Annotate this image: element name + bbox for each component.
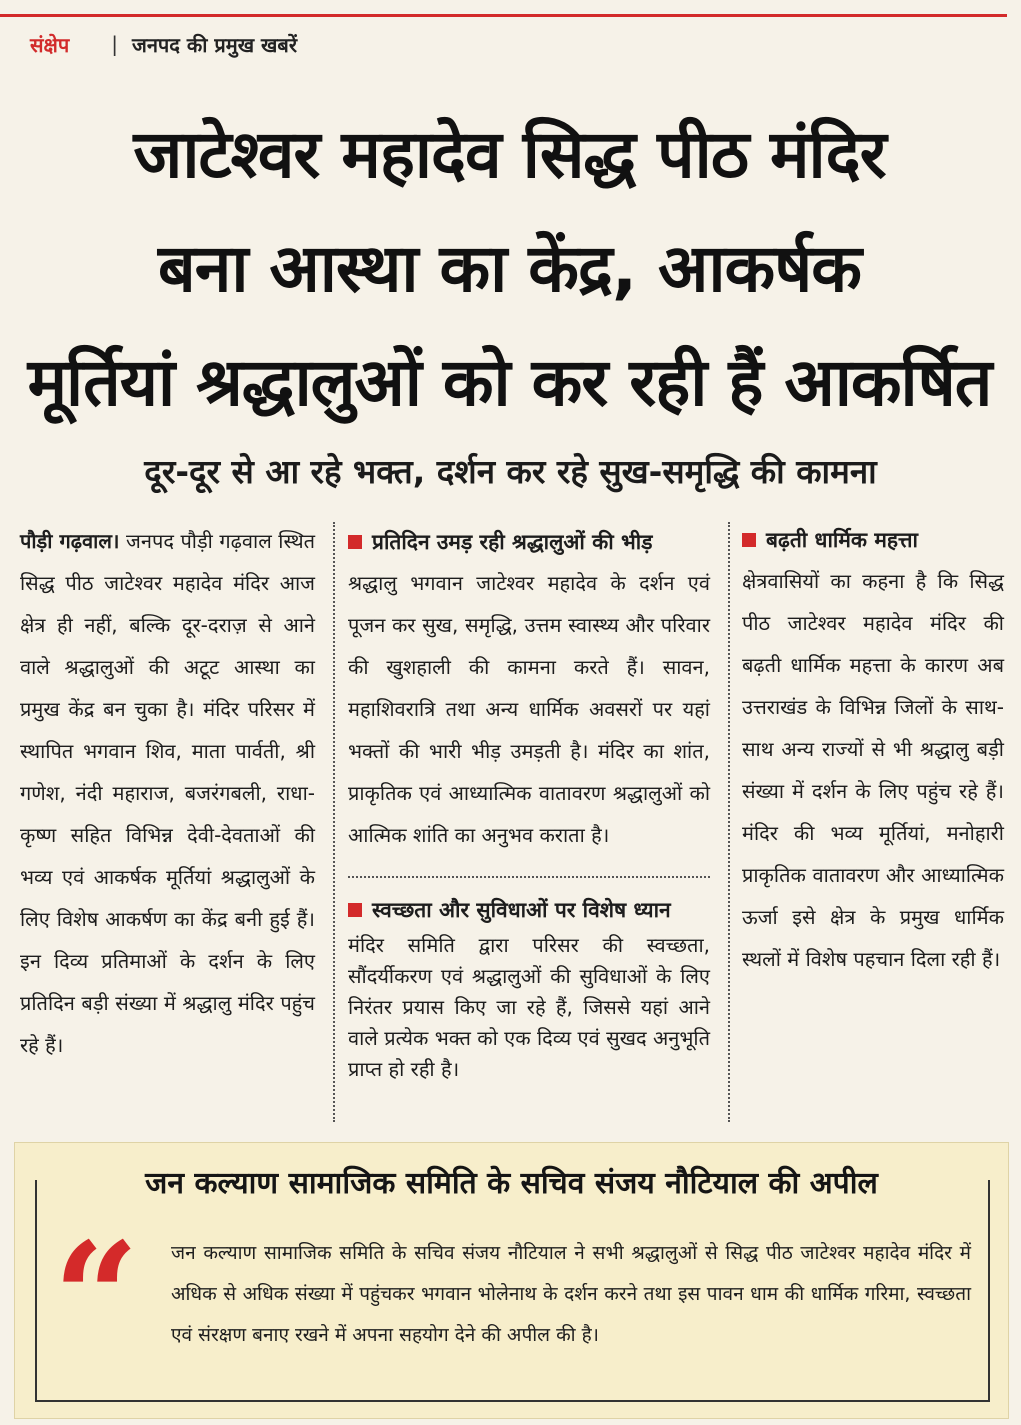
subheading-significance-label: बढ़ती धार्मिक महत्ता: [766, 528, 918, 552]
appeal-body: जन कल्याण सामाजिक समिति के सचिव संजय नौटियाल ने सभी श्रद्धालुओं से सिद्ध पीठ जाटेश्वर महादेव मंदिर में अधिक से अधिक संख्या में पहुंचकर भगवान भोलेनाथ के दर्शन करने तथा इस पावन धाम की धार्मिक गरिमा, स्वच्छता एवं संरक्षण बनाए रखने में अपना सहयोग देने की अपील की है।: [171, 1242, 971, 1346]
subheading-significance: [742, 520, 1004, 560]
headline-line-2: बना आस्था का केंद्र, आकर्षक: [158, 230, 861, 307]
column-divider-2: [728, 522, 730, 1122]
appeal-title-text: जन कल्याण सामाजिक समिति के सचिव संजय नौटियाल की अपील: [135, 1166, 888, 1201]
headline-line-1: जाटेश्वर महादेव सिद्ध पीठ मंदिर: [133, 116, 886, 193]
column-2: [348, 522, 710, 1085]
column-3-body: क्षेत्रवासियों का कहना है कि सिद्ध पीठ जाटेश्वर महादेव मंदिर की बढ़ती धार्मिक महत्ता के कारण अब उत्तराखंड के विभिन्न जिलों के साथ-साथ अन्य राज्यों से भी श्रद्धालु बड़ी संख्या में दर्शन के लिए पहुंच रहे हैं। मंदिर की भव्य मूर्तियां, मनोहारी प्राकृतिक वातावरण और आध्यात्मिक ऊर्जा इसे क्षेत्र के प्रमुख धार्मिक स्थलों में विशेष पहचान दिला रही हैं।: [742, 569, 1004, 971]
column-2-body-1: श्रद्धालु भगवान जाटेश्वर महादेव के दर्शन एवं पूजन कर सुख, समृद्धि, उत्तम स्वास्थ्य और परिवार की खुशहाली की कामना करते हैं। सावन, महाशिवरात्रि तथा अन्य धार्मिक अवसरों पर यहां भक्तों की भारी भीड़ उमड़ती है। मंदिर का शांत, प्राकृतिक एवं आध्यात्मिक वातावरण श्रद्धालुओं को आत्मिक शांति का अनुभव कराता है।: [348, 571, 710, 847]
subheading-cleanliness: [348, 890, 710, 930]
column-divider-1: [333, 522, 335, 1122]
column-2-body-2: मंदिर समिति द्वारा परिसर की स्वच्छता, सौंदर्यीकरण एवं श्रद्धालुओं की सुविधाओं के लिए निरंतर प्रयास किए जा रहे हैं, जिससे यहां आने वाले प्रत्येक भक्त को एक दिव्य एवं सुखद अनुभूति प्राप्त हो रही है।: [348, 933, 710, 1081]
subheading-crowd-label: प्रतिदिन उमड़ रही श्रद्धालुओं की भीड़: [372, 530, 653, 554]
quote-mark-icon: “: [53, 1210, 140, 1386]
subheading-crowd: [348, 522, 710, 562]
subheadline: दूर-दूर से आ रहे भक्त, दर्शन कर रहे सुख-समृद्धि की कामना: [144, 452, 877, 491]
subheading-cleanliness-label: स्वच्छता और सुविधाओं पर विशेष ध्यान: [372, 898, 671, 922]
column-1-body: जनपद पौड़ी गढ़वाल स्थित सिद्ध पीठ जाटेश्वर महादेव मंदिर आज क्षेत्र ही नहीं, बल्कि दूर-दराज़ से आने वाले श्रद्धालुओं की अटूट आस्था का प्रमुख केंद्र बन चुका है। मंदिर परिसर में स्थापित भगवान शिव, माता पार्वती, श्री गणेश, नंदी महाराज, बजरंगबली, राधा-कृष्ण सहित विभिन्न देवी-देवताओं की भव्य एवं आकर्षक मूर्तियां श्रद्धालुओं के लिए विशेष आकर्षण का केंद्र बनी हुई हैं। इन दिव्य प्रतिमाओं के दर्शन के लिए प्रतिदिन बड़ी संख्या में श्रद्धालु मंदिर पहुंच रहे हैं।: [20, 529, 315, 1057]
section-kicker: [30, 26, 297, 62]
column-1: [20, 520, 315, 1066]
headline-line-3: मूर्तियां श्रद्धालुओं को कर रही हैं आकर्षित: [27, 344, 992, 421]
section-subtitle: जनपद की प्रमुख खबरें: [131, 32, 297, 57]
column-1-text: [20, 520, 315, 1066]
column-3: [742, 520, 1004, 980]
appeal-title: [15, 1161, 1008, 1202]
section-label: संक्षेप: [30, 32, 70, 57]
top-red-rule: [0, 14, 1007, 17]
dotted-separator: [348, 876, 710, 878]
red-square-bullet: [742, 533, 756, 547]
red-square-bullet: [348, 535, 362, 549]
kicker-separator: |: [111, 32, 118, 56]
red-square-bullet: [348, 903, 362, 917]
headline: [12, 98, 1007, 440]
dateline: पौड़ी गढ़वाल।: [20, 529, 120, 553]
appeal-box: [14, 1142, 1009, 1419]
